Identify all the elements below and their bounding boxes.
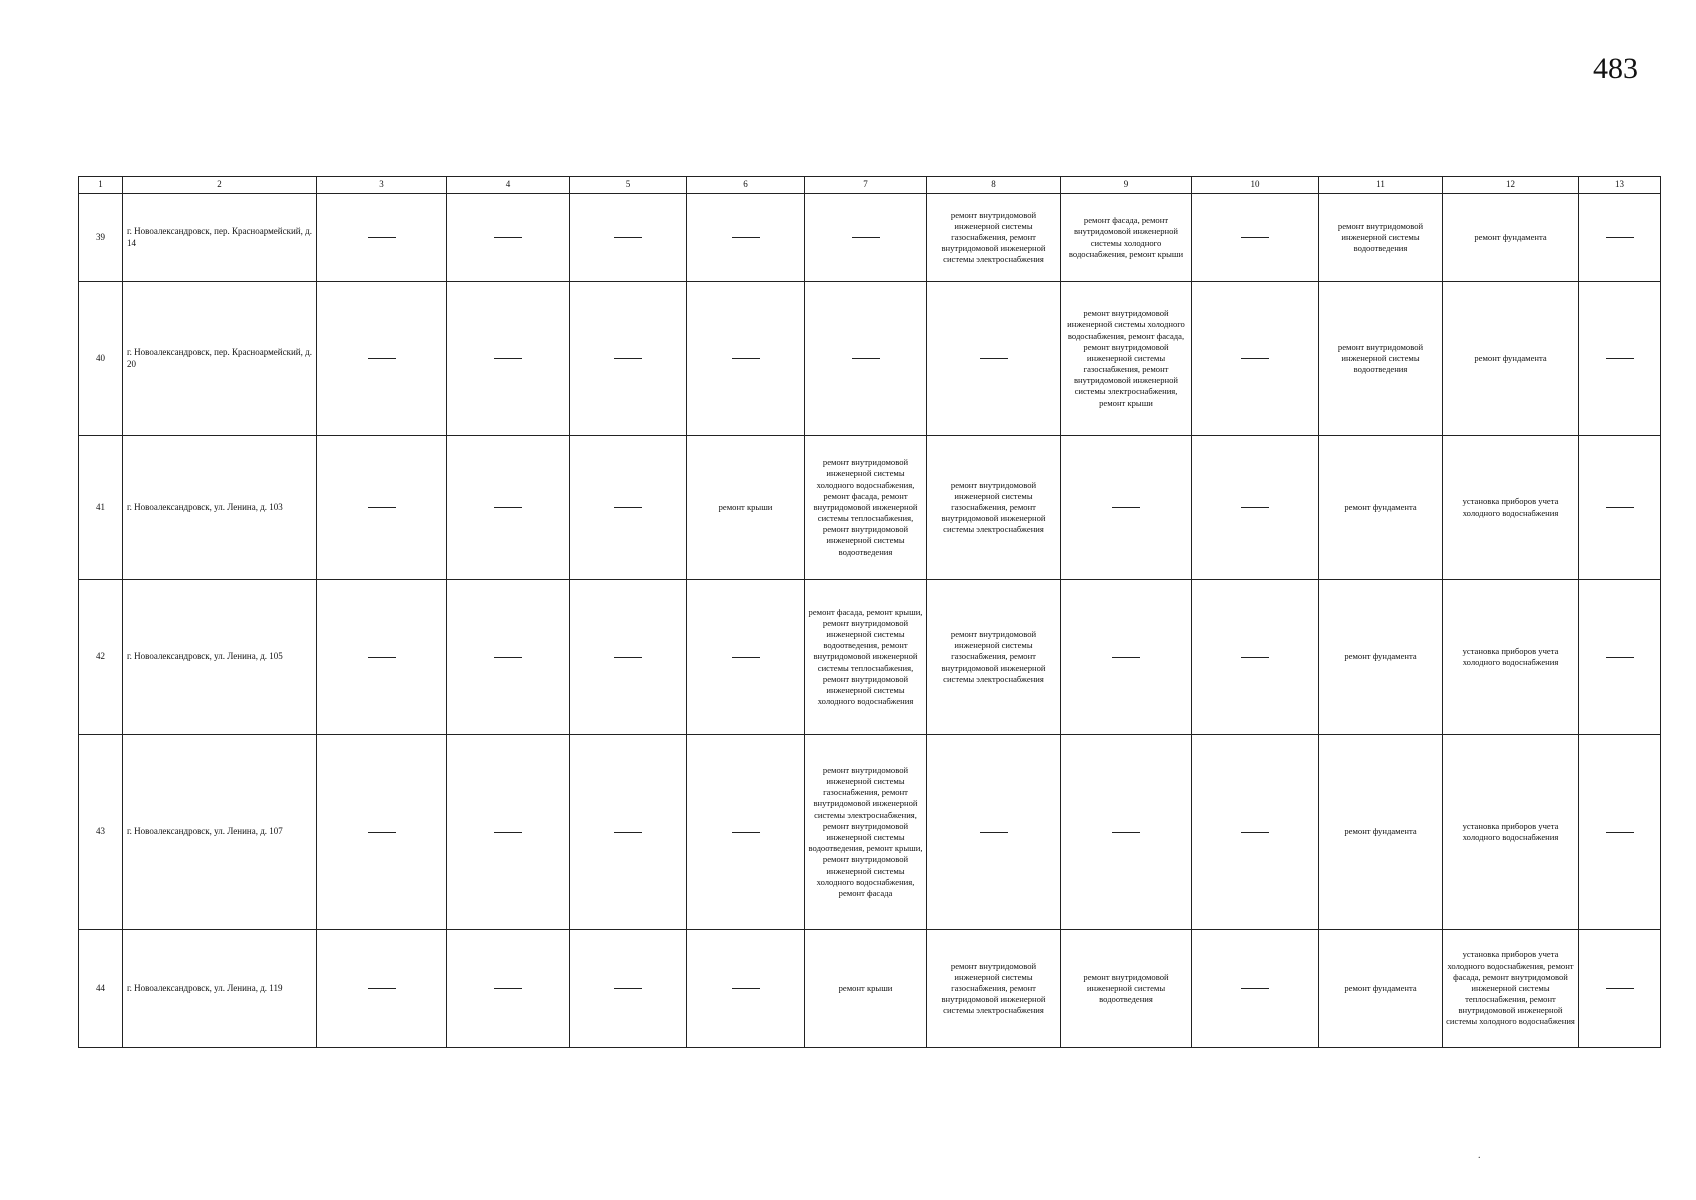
dash-mark (494, 988, 522, 989)
dash-mark (1241, 358, 1269, 359)
dash-mark (1241, 507, 1269, 508)
address-cell: г. Новоалександровск, пер. Красноармейский, д. 14 (123, 194, 317, 282)
work-description-cell: ремонт внутридомовой инженерной системы газоснабжения, ремонт внутридомовой инженерной системы электроснабжения (927, 580, 1061, 735)
dash-mark (732, 358, 760, 359)
empty-cell (1061, 735, 1192, 930)
dash-mark (1241, 237, 1269, 238)
address-cell: г. Новоалександровск, ул. Ленина, д. 105 (123, 580, 317, 735)
dash-mark (1606, 832, 1634, 833)
empty-cell (1192, 580, 1319, 735)
address-cell: г. Новоалександровск, ул. Ленина, д. 107 (123, 735, 317, 930)
empty-cell (570, 930, 687, 1048)
empty-cell (1192, 436, 1319, 580)
column-number: 1 (79, 177, 123, 194)
table-row (79, 436, 1661, 580)
scan-speck: . (1478, 1150, 1481, 1161)
empty-cell (687, 194, 805, 282)
row-number: 43 (79, 735, 123, 930)
row-number: 41 (79, 436, 123, 580)
dash-mark (614, 358, 642, 359)
empty-cell (805, 194, 927, 282)
row-number: 44 (79, 930, 123, 1048)
repair-schedule-table (78, 176, 1661, 1048)
empty-cell (927, 735, 1061, 930)
dash-mark (368, 988, 396, 989)
column-number: 6 (687, 177, 805, 194)
work-description-cell: ремонт фундамента (1443, 282, 1579, 436)
empty-cell (1192, 282, 1319, 436)
dash-mark (732, 832, 760, 833)
dash-mark (852, 358, 880, 359)
column-number: 2 (123, 177, 317, 194)
table-row (79, 194, 1661, 282)
empty-cell (687, 735, 805, 930)
dash-mark (614, 988, 642, 989)
empty-cell (317, 580, 447, 735)
empty-cell (570, 436, 687, 580)
work-description-cell: ремонт внутридомовой инженерной системы газоснабжения, ремонт внутридомовой инженерной системы электроснабжения (927, 930, 1061, 1048)
dash-mark (1606, 657, 1634, 658)
empty-cell (1579, 194, 1661, 282)
dash-mark (1112, 507, 1140, 508)
column-number: 13 (1579, 177, 1661, 194)
column-number-row (79, 177, 1661, 194)
empty-cell (570, 282, 687, 436)
column-number: 4 (447, 177, 570, 194)
empty-cell (570, 580, 687, 735)
dash-mark (614, 237, 642, 238)
column-number: 8 (927, 177, 1061, 194)
work-description-cell: ремонт фундамента (1319, 436, 1443, 580)
empty-cell (447, 436, 570, 580)
work-description-cell: установка приборов учета холодного водоснабжения (1443, 735, 1579, 930)
work-description-cell: установка приборов учета холодного водоснабжения (1443, 580, 1579, 735)
empty-cell (570, 194, 687, 282)
column-number: 12 (1443, 177, 1579, 194)
empty-cell (447, 735, 570, 930)
empty-cell (447, 282, 570, 436)
row-number: 42 (79, 580, 123, 735)
dash-mark (732, 988, 760, 989)
dash-mark (1606, 507, 1634, 508)
table-row (79, 930, 1661, 1048)
dash-mark (1241, 988, 1269, 989)
dash-mark (494, 237, 522, 238)
work-description-cell: ремонт внутридомовой инженерной системы газоснабжения, ремонт внутридомовой инженерной системы электроснабжения, ремонт внутридомовой инженерной системы водоотведения, ремонт крыши, ремонт внутридомовой инженерной системы холодного водоснабжения, ремонт фасада (805, 735, 927, 930)
dash-mark (368, 657, 396, 658)
empty-cell (317, 930, 447, 1048)
table-row (79, 282, 1661, 436)
dash-mark (494, 507, 522, 508)
work-description-cell: ремонт внутридомовой инженерной системы холодного водоснабжения, ремонт фасада, ремонт внутридомовой инженерной системы газоснабжения, ремонт внутридомовой инженерной системы электроснабжения, ремонт крыши (1061, 282, 1192, 436)
column-number: 7 (805, 177, 927, 194)
empty-cell (805, 282, 927, 436)
dash-mark (980, 358, 1008, 359)
column-number: 11 (1319, 177, 1443, 194)
row-number: 39 (79, 194, 123, 282)
dash-mark (368, 358, 396, 359)
empty-cell (1061, 436, 1192, 580)
empty-cell (447, 580, 570, 735)
empty-cell (1192, 735, 1319, 930)
column-number: 5 (570, 177, 687, 194)
work-description-cell: ремонт фасада, ремонт внутридомовой инженерной системы холодного водоснабжения, ремонт крыши (1061, 194, 1192, 282)
row-number: 40 (79, 282, 123, 436)
empty-cell (317, 194, 447, 282)
dash-mark (1606, 358, 1634, 359)
work-description-cell: ремонт внутридомовой инженерной системы холодного водоснабжения, ремонт фасада, ремонт внутридомовой инженерной системы теплоснабжения, ремонт внутридомовой инженерной системы водоотведения (805, 436, 927, 580)
empty-cell (317, 735, 447, 930)
table-row (79, 580, 1661, 735)
empty-cell (927, 282, 1061, 436)
empty-cell (317, 436, 447, 580)
empty-cell (1579, 580, 1661, 735)
work-description-cell: ремонт фундамента (1319, 580, 1443, 735)
dash-mark (614, 507, 642, 508)
empty-cell (447, 194, 570, 282)
work-description-cell: ремонт фундамента (1443, 194, 1579, 282)
dash-mark (368, 832, 396, 833)
empty-cell (1579, 735, 1661, 930)
column-number: 3 (317, 177, 447, 194)
empty-cell (1579, 930, 1661, 1048)
dash-mark (494, 657, 522, 658)
dash-mark (980, 832, 1008, 833)
dash-mark (368, 507, 396, 508)
empty-cell (687, 282, 805, 436)
work-description-cell: ремонт внутридомовой инженерной системы водоотведения (1061, 930, 1192, 1048)
dash-mark (1606, 988, 1634, 989)
empty-cell (1192, 194, 1319, 282)
dash-mark (732, 657, 760, 658)
dash-mark (1241, 832, 1269, 833)
dash-mark (494, 832, 522, 833)
work-description-cell: ремонт крыши (687, 436, 805, 580)
work-description-cell: ремонт фундамента (1319, 930, 1443, 1048)
empty-cell (687, 580, 805, 735)
work-description-cell: установка приборов учета холодного водоснабжения (1443, 436, 1579, 580)
empty-cell (687, 930, 805, 1048)
work-description-cell: ремонт крыши (805, 930, 927, 1048)
work-description-cell: установка приборов учета холодного водоснабжения, ремонт фасада, ремонт внутридомовой инженерной системы теплоснабжения, ремонт внутридомовой инженерной системы холодного водоснабжения (1443, 930, 1579, 1048)
work-description-cell: ремонт внутридомовой инженерной системы газоснабжения, ремонт внутридомовой инженерной системы электроснабжения (927, 436, 1061, 580)
empty-cell (1192, 930, 1319, 1048)
column-number: 9 (1061, 177, 1192, 194)
dash-mark (1112, 657, 1140, 658)
empty-cell (1061, 580, 1192, 735)
work-description-cell: ремонт внутридомовой инженерной системы газоснабжения, ремонт внутридомовой инженерной системы электроснабжения (927, 194, 1061, 282)
address-cell: г. Новоалександровск, пер. Красноармейский, д. 20 (123, 282, 317, 436)
page-number: 483 (1593, 52, 1638, 85)
dash-mark (614, 657, 642, 658)
dash-mark (1606, 237, 1634, 238)
work-description-cell: ремонт фундамента (1319, 735, 1443, 930)
empty-cell (1579, 436, 1661, 580)
address-cell: г. Новоалександровск, ул. Ленина, д. 103 (123, 436, 317, 580)
work-description-cell: ремонт внутридомовой инженерной системы водоотведения (1319, 282, 1443, 436)
dash-mark (368, 237, 396, 238)
empty-cell (1579, 282, 1661, 436)
table-row (79, 735, 1661, 930)
dash-mark (732, 237, 760, 238)
work-description-cell: ремонт внутридомовой инженерной системы водоотведения (1319, 194, 1443, 282)
dash-mark (852, 237, 880, 238)
dash-mark (1112, 832, 1140, 833)
address-cell: г. Новоалександровск, ул. Ленина, д. 119 (123, 930, 317, 1048)
empty-cell (317, 282, 447, 436)
empty-cell (570, 735, 687, 930)
empty-cell (447, 930, 570, 1048)
dash-mark (1241, 657, 1269, 658)
dash-mark (614, 832, 642, 833)
column-number: 10 (1192, 177, 1319, 194)
dash-mark (494, 358, 522, 359)
work-description-cell: ремонт фасада, ремонт крыши, ремонт внутридомовой инженерной системы водоотведения, ремонт внутридомовой инженерной системы теплоснабжения, ремонт внутридомовой инженерной системы холодного водоснабжения (805, 580, 927, 735)
